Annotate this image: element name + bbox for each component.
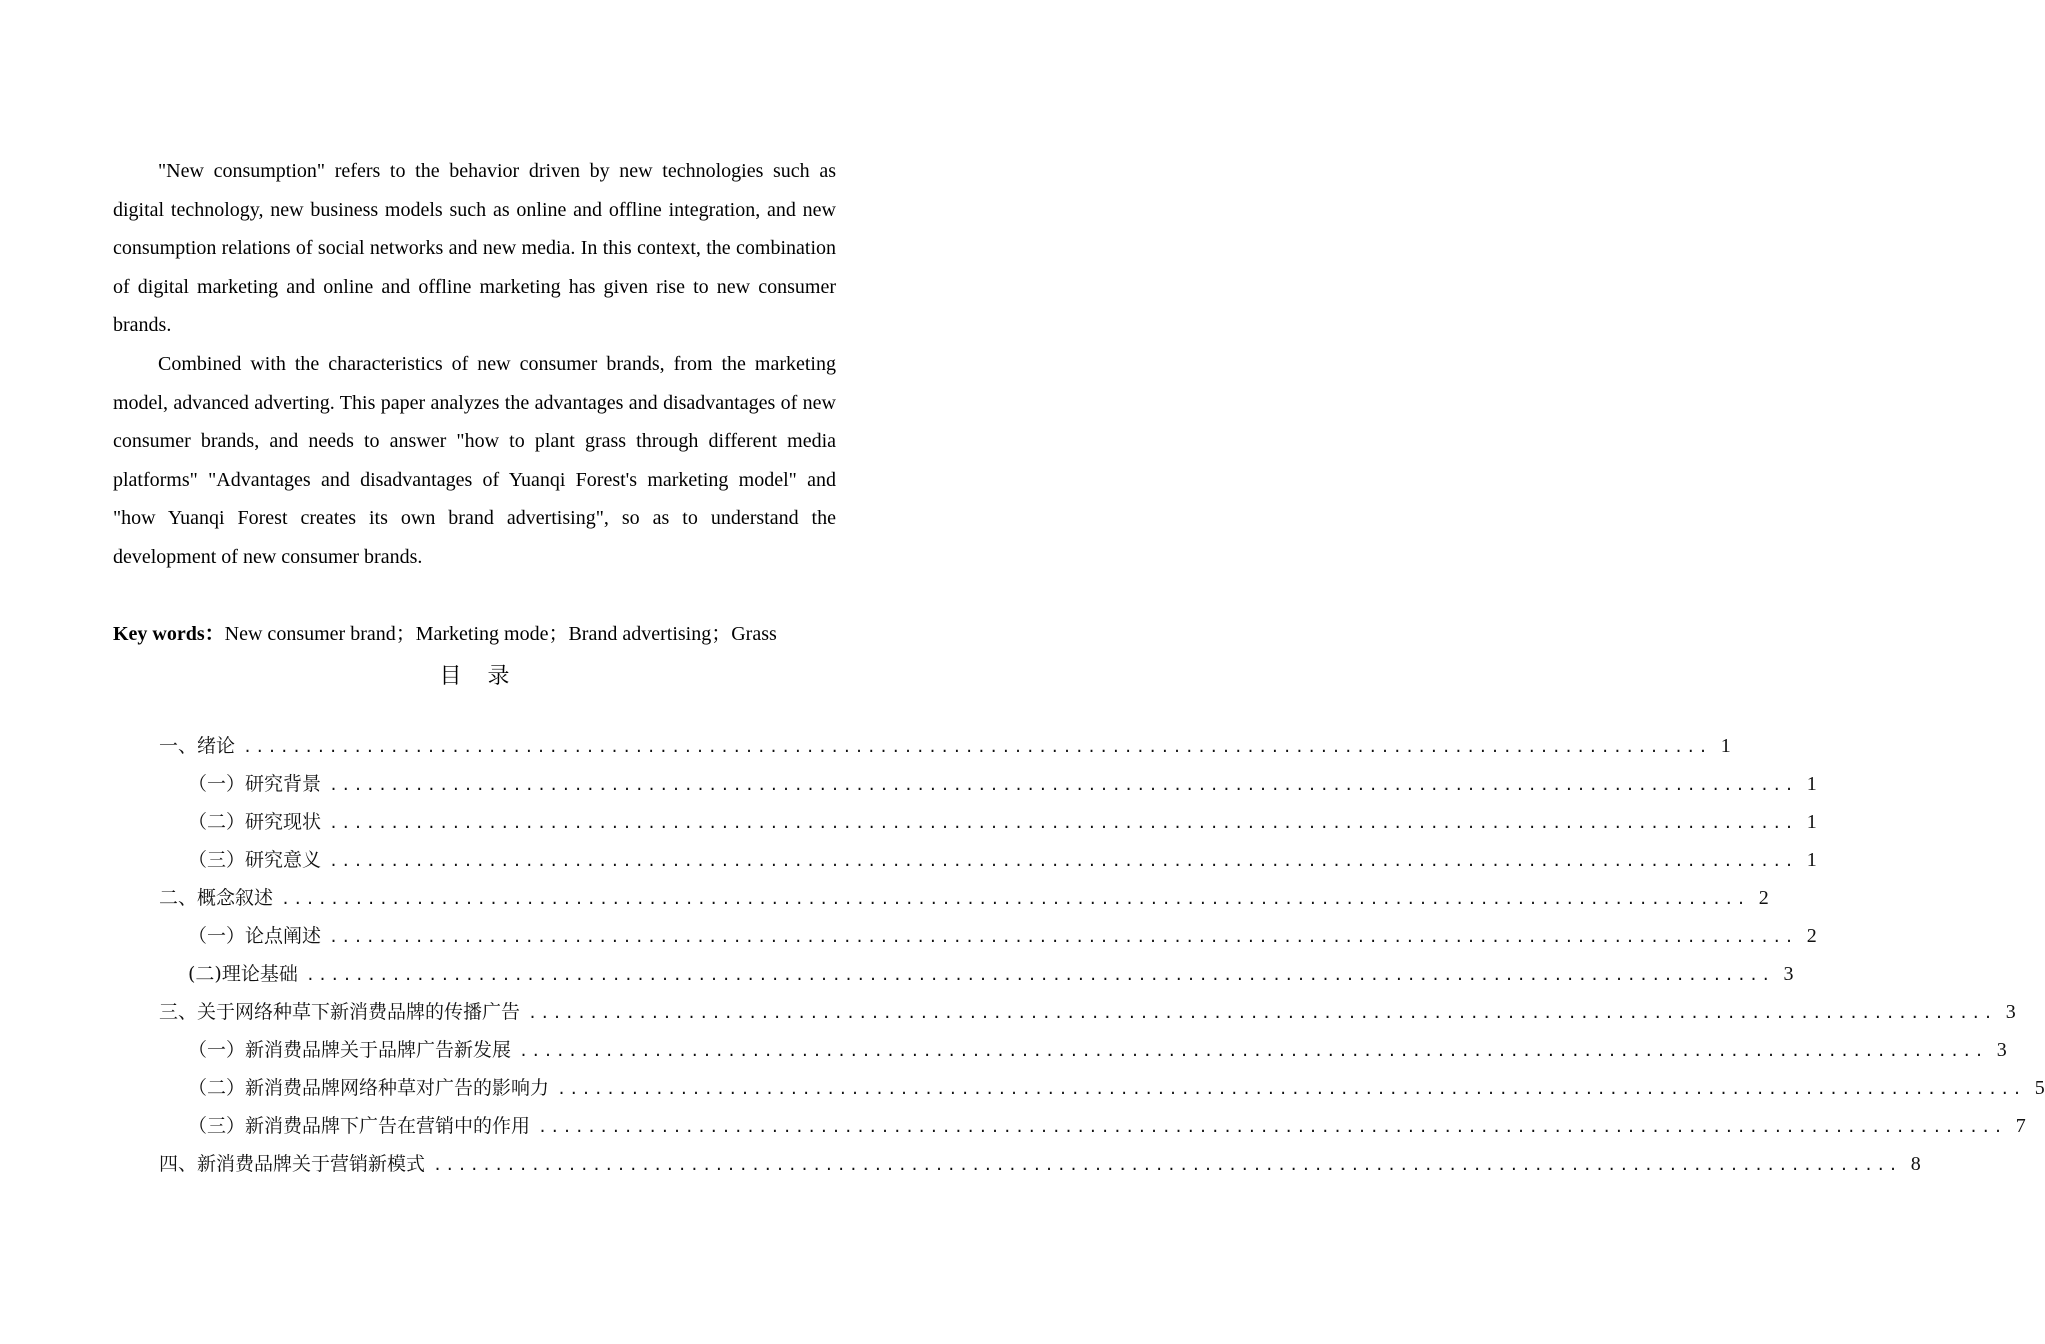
toc-entry[interactable] [113, 841, 1817, 879]
toc-entry-page-number: 1 [1806, 773, 1817, 796]
toc-entry-label: 三、关于网络种草下新消费品牌的传播广告 [159, 1001, 521, 1024]
toc-entry-label: 一、绪论 [159, 735, 236, 758]
toc-entry-page-number: 3 [1996, 1039, 2007, 1062]
keywords-line [113, 615, 836, 654]
toc-dot-leader: ........................................................................................................................ [329, 852, 1797, 871]
toc-entry[interactable] [113, 1031, 2007, 1069]
table-of-contents [113, 727, 2045, 1183]
abstract-paragraph-2: Combined with the characteristics of new consumer brands, from the marketing model, advanced adverting. This paper analyzes the advantages and disadvantages of new consumer brands, and needs to answer "how to plant grass through different media platforms" "Advantages and disadvantages of Yuanqi Forest's marketing model" and "how Yuanqi Forest creates its own brand advertising", so as to understand the development of new consumer brands. [113, 352, 836, 568]
toc-entry-page-number: 2 [1758, 887, 1769, 910]
toc-entry-label: （一）研究背景 [188, 773, 322, 796]
toc-entry[interactable] [113, 1069, 2045, 1107]
toc-entry-page-number: 3 [1783, 963, 1794, 986]
toc-entry-label: 二、概念叙述 [159, 887, 274, 910]
abstract-paragraph-1: "New consumption" refers to the behavior driven by new technologies such as digital technology, new business models such as online and offline integration, and new consumption relations of social networks and new media. In this context, the combination of digital marketing and online and offline marketing has given rise to new consumer brands. [113, 160, 836, 337]
toc-entry[interactable] [113, 1107, 2026, 1145]
keywords-text: New consumer brand；Marketing mode；Brand advertising；Grass [224, 622, 777, 645]
toc-entry-label: （二）研究现状 [188, 811, 322, 834]
toc-dot-leader: ........................................................................................................................ [433, 1156, 1901, 1175]
toc-entry-page-number: 5 [2034, 1077, 2045, 1100]
toc-entry-label: （一）新消费品牌关于品牌广告新发展 [188, 1039, 512, 1062]
toc-entry-page-number: 1 [1720, 735, 1731, 758]
toc-entry[interactable] [113, 879, 1769, 917]
toc-dot-leader: ........................................................................................................................ [281, 890, 1749, 909]
toc-dot-leader: ........................................................................................................................ [243, 738, 1711, 757]
toc-entry-page-number: 1 [1806, 849, 1817, 872]
toc-dot-leader: ........................................................................................................................ [557, 1080, 2025, 1099]
toc-dot-leader: ........................................................................................................................ [329, 776, 1797, 795]
toc-entry-label: （二）新消费品牌网络种草对广告的影响力 [188, 1077, 550, 1100]
toc-entry-page-number: 8 [1910, 1153, 1921, 1176]
keywords-label: Key words： [113, 622, 225, 645]
toc-dot-leader: ........................................................................................................................ [305, 966, 1774, 985]
toc-entry[interactable] [113, 1145, 1921, 1183]
toc-entry-label: (二)理论基础 [188, 963, 298, 986]
toc-entry[interactable] [113, 993, 2016, 1031]
toc-entry-label: （一）论点阐述 [188, 925, 322, 948]
toc-dot-leader: ........................................................................................................................ [329, 928, 1797, 947]
toc-dot-leader: ........................................................................................................................ [519, 1042, 1987, 1061]
toc-dot-leader: ........................................................................................................................ [329, 814, 1797, 833]
document-page [113, 152, 2045, 1183]
toc-entry-page-number: 2 [1806, 925, 1817, 948]
toc-entry[interactable] [113, 955, 1794, 993]
toc-entry[interactable] [113, 765, 1817, 803]
toc-entry[interactable] [113, 803, 1817, 841]
toc-entry[interactable] [113, 917, 1817, 955]
toc-dot-leader: ........................................................................................................................ [538, 1118, 2006, 1137]
toc-title: 目录 [439, 664, 536, 690]
toc-dot-leader: ........................................................................................................................ [528, 1004, 1996, 1023]
toc-entry-label: 四、新消费品牌关于营销新模式 [159, 1153, 426, 1176]
toc-entry-label: （三）研究意义 [188, 849, 322, 872]
toc-entry[interactable] [113, 727, 1731, 765]
toc-entry-page-number: 1 [1806, 811, 1817, 834]
toc-entry-page-number: 3 [2005, 1001, 2016, 1024]
toc-entry-page-number: 7 [2015, 1115, 2026, 1138]
toc-entry-label: （三）新消费品牌下广告在营销中的作用 [188, 1115, 531, 1138]
